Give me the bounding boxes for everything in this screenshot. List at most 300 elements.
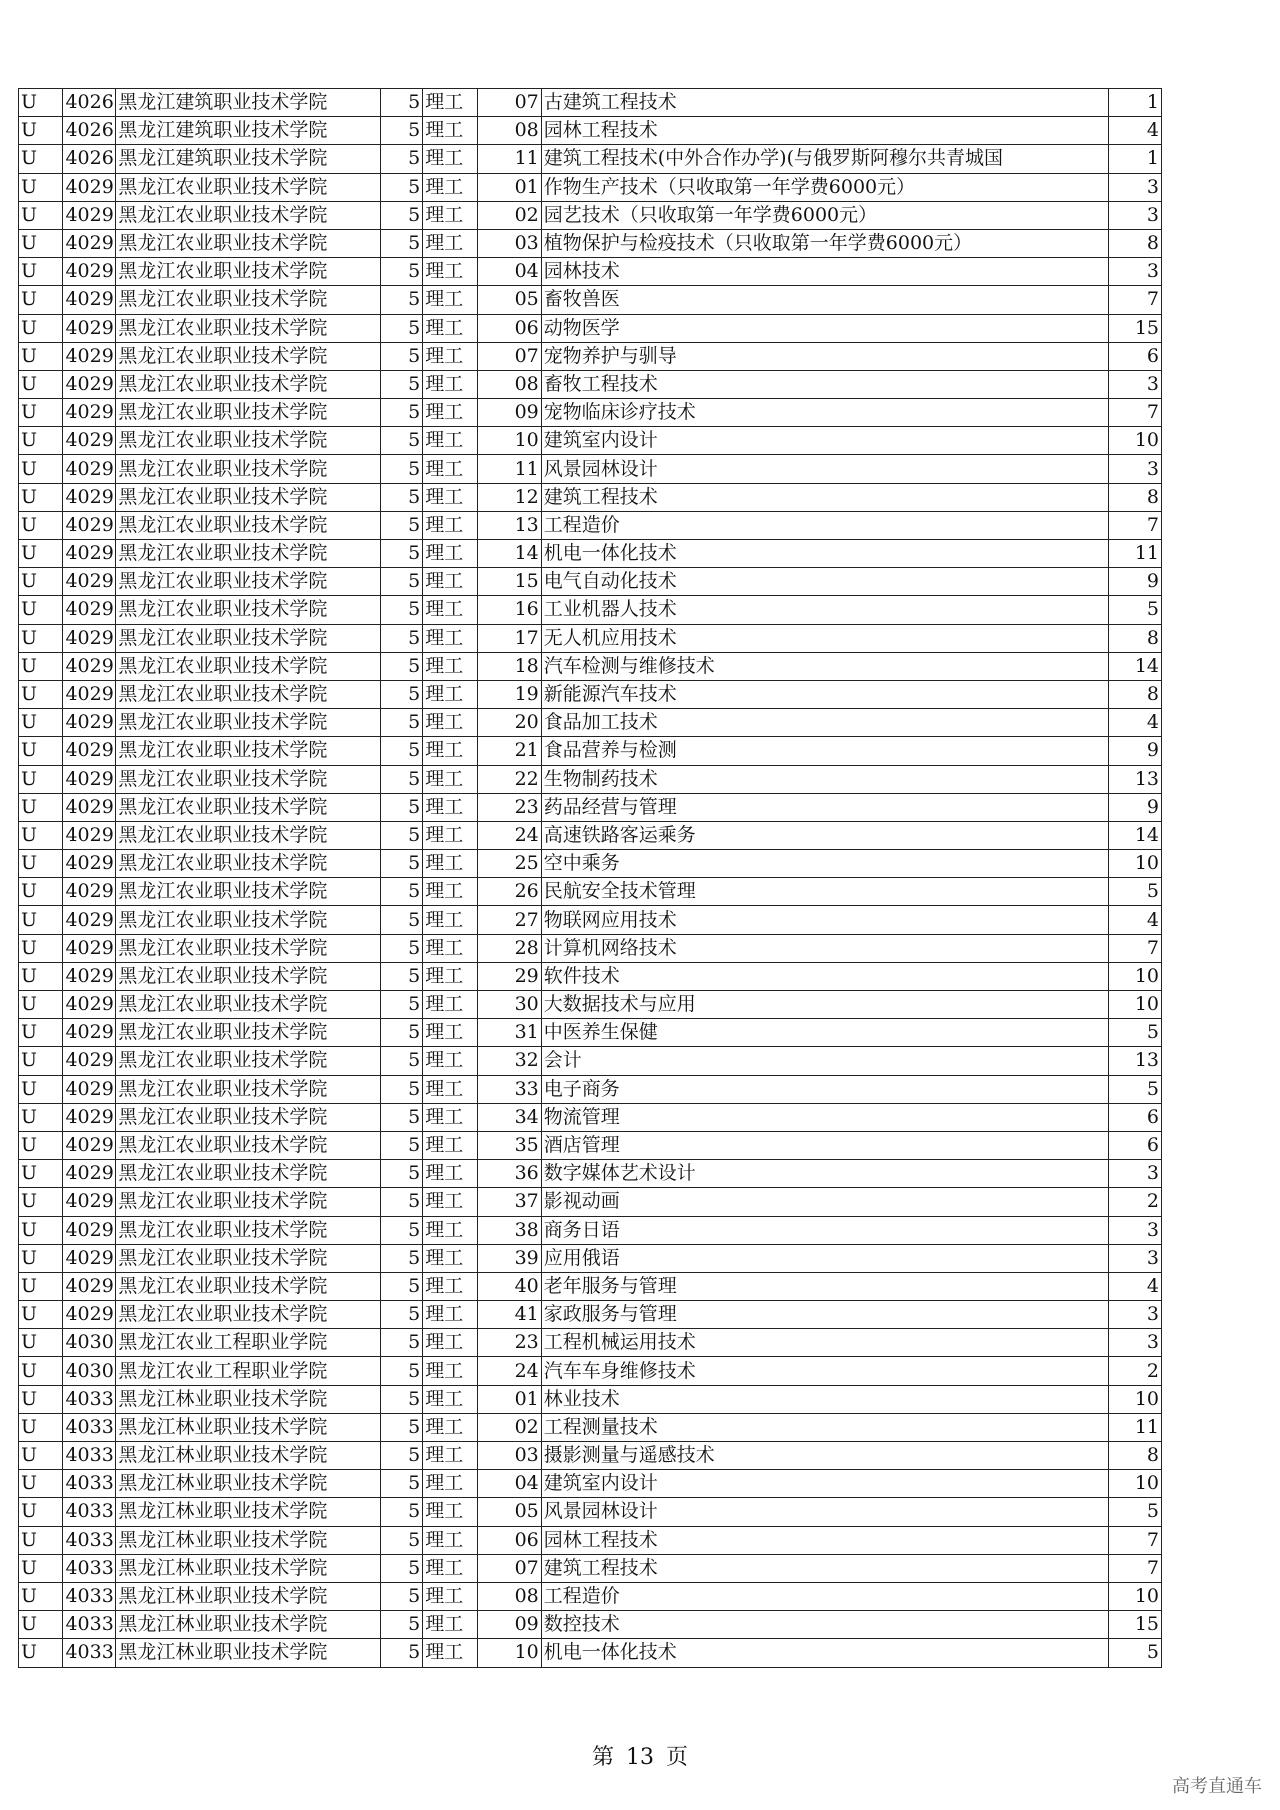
- batch-code-cell: U: [19, 1442, 63, 1470]
- school-code-cell: 4029: [63, 680, 116, 708]
- school-name-cell: 黑龙江农业职业技术学院: [116, 737, 381, 765]
- school-code-cell: 4029: [63, 286, 116, 314]
- school-name-cell: 黑龙江农业职业技术学院: [116, 540, 381, 568]
- category-cell: 理工: [423, 596, 478, 624]
- duration-cell: 5: [380, 399, 422, 427]
- major-code-cell: 17: [478, 624, 541, 652]
- plan-count-cell: 6: [1109, 1131, 1162, 1159]
- major-code-cell: 18: [478, 652, 541, 680]
- batch-code-cell: U: [19, 1216, 63, 1244]
- batch-code-cell: U: [19, 1103, 63, 1131]
- batch-code-cell: U: [19, 934, 63, 962]
- major-code-cell: 24: [478, 821, 541, 849]
- major-name-cell: 数控技术: [541, 1611, 1108, 1639]
- table-row: [19, 1019, 1162, 1047]
- duration-cell: 5: [380, 1047, 422, 1075]
- batch-code-cell: U: [19, 399, 63, 427]
- school-code-cell: 4029: [63, 201, 116, 229]
- school-name-cell: 黑龙江农业职业技术学院: [116, 934, 381, 962]
- school-code-cell: 4029: [63, 906, 116, 934]
- school-name-cell: 黑龙江林业职业技术学院: [116, 1498, 381, 1526]
- category-cell: 理工: [423, 145, 478, 173]
- school-name-cell: 黑龙江农业职业技术学院: [116, 906, 381, 934]
- category-cell: 理工: [423, 1216, 478, 1244]
- major-name-cell: 工程造价: [541, 511, 1108, 539]
- table-row: [19, 568, 1162, 596]
- category-cell: 理工: [423, 1188, 478, 1216]
- major-name-cell: 作物生产技术（只收取第一年学费6000元）: [541, 173, 1108, 201]
- table-row: [19, 1301, 1162, 1329]
- duration-cell: 5: [380, 1103, 422, 1131]
- plan-count-cell: 3: [1109, 455, 1162, 483]
- major-code-cell: 22: [478, 765, 541, 793]
- batch-code-cell: U: [19, 201, 63, 229]
- major-code-cell: 25: [478, 850, 541, 878]
- table-row: [19, 1272, 1162, 1300]
- duration-cell: 5: [380, 878, 422, 906]
- table-row: [19, 370, 1162, 398]
- plan-count-cell: 3: [1109, 1160, 1162, 1188]
- batch-code-cell: U: [19, 1160, 63, 1188]
- batch-code-cell: U: [19, 1470, 63, 1498]
- major-code-cell: 08: [478, 370, 541, 398]
- plan-count-cell: 3: [1109, 1216, 1162, 1244]
- batch-code-cell: U: [19, 1047, 63, 1075]
- school-code-cell: 4029: [63, 1301, 116, 1329]
- plan-count-cell: 8: [1109, 1442, 1162, 1470]
- major-code-cell: 01: [478, 173, 541, 201]
- table-row: [19, 1385, 1162, 1413]
- batch-code-cell: U: [19, 737, 63, 765]
- batch-code-cell: U: [19, 229, 63, 257]
- school-code-cell: 4029: [63, 737, 116, 765]
- major-code-cell: 07: [478, 89, 541, 117]
- plan-count-cell: 10: [1109, 1385, 1162, 1413]
- batch-code-cell: U: [19, 511, 63, 539]
- category-cell: 理工: [423, 680, 478, 708]
- plan-count-cell: 9: [1109, 793, 1162, 821]
- school-name-cell: 黑龙江农业职业技术学院: [116, 821, 381, 849]
- table-row: [19, 1554, 1162, 1582]
- batch-code-cell: U: [19, 878, 63, 906]
- table-row: [19, 427, 1162, 455]
- batch-code-cell: U: [19, 962, 63, 990]
- major-code-cell: 39: [478, 1244, 541, 1272]
- school-code-cell: 4029: [63, 709, 116, 737]
- major-code-cell: 23: [478, 1329, 541, 1357]
- major-code-cell: 24: [478, 1357, 541, 1385]
- table-row: [19, 314, 1162, 342]
- duration-cell: 5: [380, 1385, 422, 1413]
- category-cell: 理工: [423, 1131, 478, 1159]
- school-name-cell: 黑龙江农业职业技术学院: [116, 455, 381, 483]
- major-name-cell: 机电一体化技术: [541, 1639, 1108, 1667]
- school-code-cell: 4033: [63, 1639, 116, 1667]
- batch-code-cell: U: [19, 709, 63, 737]
- batch-code-cell: U: [19, 765, 63, 793]
- category-cell: 理工: [423, 89, 478, 117]
- school-code-cell: 4029: [63, 342, 116, 370]
- duration-cell: 5: [380, 1131, 422, 1159]
- duration-cell: 5: [380, 1244, 422, 1272]
- school-code-cell: 4026: [63, 117, 116, 145]
- school-name-cell: 黑龙江农业职业技术学院: [116, 991, 381, 1019]
- school-code-cell: 4029: [63, 540, 116, 568]
- school-name-cell: 黑龙江农业工程职业学院: [116, 1329, 381, 1357]
- table-row: [19, 737, 1162, 765]
- plan-count-cell: 4: [1109, 906, 1162, 934]
- category-cell: 理工: [423, 201, 478, 229]
- major-name-cell: 宠物临床诊疗技术: [541, 399, 1108, 427]
- duration-cell: 5: [380, 1019, 422, 1047]
- school-name-cell: 黑龙江农业职业技术学院: [116, 680, 381, 708]
- duration-cell: 5: [380, 117, 422, 145]
- major-name-cell: 食品营养与检测: [541, 737, 1108, 765]
- table-row: [19, 1498, 1162, 1526]
- table-row: [19, 652, 1162, 680]
- table-row: [19, 850, 1162, 878]
- batch-code-cell: U: [19, 145, 63, 173]
- school-name-cell: 黑龙江农业职业技术学院: [116, 314, 381, 342]
- plan-count-cell: 7: [1109, 286, 1162, 314]
- table-row: [19, 399, 1162, 427]
- batch-code-cell: U: [19, 427, 63, 455]
- school-code-cell: 4033: [63, 1470, 116, 1498]
- table-row: [19, 173, 1162, 201]
- plan-count-cell: 8: [1109, 680, 1162, 708]
- duration-cell: 5: [380, 1498, 422, 1526]
- major-code-cell: 05: [478, 286, 541, 314]
- major-code-cell: 10: [478, 1639, 541, 1667]
- school-code-cell: 4033: [63, 1413, 116, 1441]
- school-name-cell: 黑龙江农业职业技术学院: [116, 427, 381, 455]
- category-cell: 理工: [423, 314, 478, 342]
- major-code-cell: 21: [478, 737, 541, 765]
- school-code-cell: 4029: [63, 596, 116, 624]
- school-name-cell: 黑龙江农业职业技术学院: [116, 286, 381, 314]
- plan-count-cell: 7: [1109, 399, 1162, 427]
- major-code-cell: 09: [478, 1611, 541, 1639]
- school-code-cell: 4026: [63, 145, 116, 173]
- major-name-cell: 摄影测量与遥感技术: [541, 1442, 1108, 1470]
- school-name-cell: 黑龙江农业职业技术学院: [116, 793, 381, 821]
- major-code-cell: 01: [478, 1385, 541, 1413]
- school-code-cell: 4029: [63, 991, 116, 1019]
- category-cell: 理工: [423, 399, 478, 427]
- major-name-cell: 工程机械运用技术: [541, 1329, 1108, 1357]
- category-cell: 理工: [423, 624, 478, 652]
- major-name-cell: 大数据技术与应用: [541, 991, 1108, 1019]
- school-code-cell: 4026: [63, 89, 116, 117]
- batch-code-cell: U: [19, 1357, 63, 1385]
- table-row: [19, 89, 1162, 117]
- school-name-cell: 黑龙江农业职业技术学院: [116, 709, 381, 737]
- major-code-cell: 37: [478, 1188, 541, 1216]
- duration-cell: 5: [380, 89, 422, 117]
- school-code-cell: 4033: [63, 1582, 116, 1610]
- major-name-cell: 生物制药技术: [541, 765, 1108, 793]
- category-cell: 理工: [423, 1103, 478, 1131]
- table-row: [19, 934, 1162, 962]
- plan-count-cell: 11: [1109, 540, 1162, 568]
- plan-count-cell: 1: [1109, 145, 1162, 173]
- category-cell: 理工: [423, 455, 478, 483]
- table-row: [19, 229, 1162, 257]
- category-cell: 理工: [423, 1470, 478, 1498]
- batch-code-cell: U: [19, 821, 63, 849]
- major-code-cell: 02: [478, 201, 541, 229]
- duration-cell: 5: [380, 596, 422, 624]
- school-name-cell: 黑龙江林业职业技术学院: [116, 1611, 381, 1639]
- category-cell: 理工: [423, 1498, 478, 1526]
- table-row: [19, 793, 1162, 821]
- major-code-cell: 26: [478, 878, 541, 906]
- school-name-cell: 黑龙江农业职业技术学院: [116, 1272, 381, 1300]
- plan-count-cell: 8: [1109, 624, 1162, 652]
- batch-code-cell: U: [19, 793, 63, 821]
- school-code-cell: 4033: [63, 1611, 116, 1639]
- major-name-cell: 汽车车身维修技术: [541, 1357, 1108, 1385]
- duration-cell: 5: [380, 258, 422, 286]
- major-name-cell: 物联网应用技术: [541, 906, 1108, 934]
- plan-count-cell: 3: [1109, 173, 1162, 201]
- school-code-cell: 4029: [63, 370, 116, 398]
- duration-cell: 5: [380, 568, 422, 596]
- major-name-cell: 酒店管理: [541, 1131, 1108, 1159]
- school-code-cell: 4029: [63, 258, 116, 286]
- major-code-cell: 04: [478, 1470, 541, 1498]
- school-name-cell: 黑龙江农业职业技术学院: [116, 229, 381, 257]
- plan-count-cell: 14: [1109, 821, 1162, 849]
- category-cell: 理工: [423, 1582, 478, 1610]
- school-code-cell: 4029: [63, 483, 116, 511]
- school-name-cell: 黑龙江农业职业技术学院: [116, 878, 381, 906]
- duration-cell: 5: [380, 962, 422, 990]
- table-row: [19, 1103, 1162, 1131]
- school-name-cell: 黑龙江林业职业技术学院: [116, 1582, 381, 1610]
- major-name-cell: 工程测量技术: [541, 1413, 1108, 1441]
- school-code-cell: 4029: [63, 455, 116, 483]
- category-cell: 理工: [423, 1047, 478, 1075]
- plan-count-cell: 7: [1109, 934, 1162, 962]
- plan-count-cell: 4: [1109, 1272, 1162, 1300]
- batch-code-cell: U: [19, 1131, 63, 1159]
- major-name-cell: 工业机器人技术: [541, 596, 1108, 624]
- major-name-cell: 计算机网络技术: [541, 934, 1108, 962]
- major-name-cell: 软件技术: [541, 962, 1108, 990]
- duration-cell: 5: [380, 455, 422, 483]
- category-cell: 理工: [423, 793, 478, 821]
- duration-cell: 5: [380, 709, 422, 737]
- table-row: [19, 1047, 1162, 1075]
- school-code-cell: 4029: [63, 793, 116, 821]
- duration-cell: 5: [380, 1301, 422, 1329]
- plan-count-cell: 10: [1109, 427, 1162, 455]
- major-name-cell: 机电一体化技术: [541, 540, 1108, 568]
- major-name-cell: 物流管理: [541, 1103, 1108, 1131]
- school-code-cell: 4030: [63, 1329, 116, 1357]
- major-name-cell: 无人机应用技术: [541, 624, 1108, 652]
- school-name-cell: 黑龙江农业职业技术学院: [116, 1019, 381, 1047]
- school-code-cell: 4033: [63, 1442, 116, 1470]
- plan-count-cell: 2: [1109, 1188, 1162, 1216]
- school-name-cell: 黑龙江林业职业技术学院: [116, 1526, 381, 1554]
- school-code-cell: 4029: [63, 1188, 116, 1216]
- plan-count-cell: 5: [1109, 1019, 1162, 1047]
- major-code-cell: 05: [478, 1498, 541, 1526]
- duration-cell: 5: [380, 934, 422, 962]
- plan-count-cell: 5: [1109, 1498, 1162, 1526]
- duration-cell: 5: [380, 201, 422, 229]
- category-cell: 理工: [423, 1639, 478, 1667]
- major-name-cell: 电气自动化技术: [541, 568, 1108, 596]
- table-row: [19, 1611, 1162, 1639]
- batch-code-cell: U: [19, 1272, 63, 1300]
- major-code-cell: 20: [478, 709, 541, 737]
- table-row: [19, 342, 1162, 370]
- table-row: [19, 286, 1162, 314]
- school-name-cell: 黑龙江林业职业技术学院: [116, 1639, 381, 1667]
- batch-code-cell: U: [19, 342, 63, 370]
- school-code-cell: 4029: [63, 765, 116, 793]
- school-name-cell: 黑龙江农业职业技术学院: [116, 1160, 381, 1188]
- batch-code-cell: U: [19, 850, 63, 878]
- school-name-cell: 黑龙江农业职业技术学院: [116, 1188, 381, 1216]
- duration-cell: 5: [380, 1075, 422, 1103]
- batch-code-cell: U: [19, 1526, 63, 1554]
- table-row: [19, 1526, 1162, 1554]
- plan-count-cell: 14: [1109, 652, 1162, 680]
- school-code-cell: 4029: [63, 427, 116, 455]
- school-code-cell: 4029: [63, 878, 116, 906]
- batch-code-cell: U: [19, 1582, 63, 1610]
- school-name-cell: 黑龙江农业职业技术学院: [116, 370, 381, 398]
- major-name-cell: 空中乘务: [541, 850, 1108, 878]
- table-row: [19, 201, 1162, 229]
- plan-count-cell: 15: [1109, 1611, 1162, 1639]
- school-name-cell: 黑龙江农业职业技术学院: [116, 1075, 381, 1103]
- school-code-cell: 4029: [63, 1103, 116, 1131]
- school-code-cell: 4029: [63, 1272, 116, 1300]
- school-code-cell: 4029: [63, 511, 116, 539]
- table-row: [19, 540, 1162, 568]
- school-name-cell: 黑龙江林业职业技术学院: [116, 1413, 381, 1441]
- major-code-cell: 38: [478, 1216, 541, 1244]
- duration-cell: 5: [380, 906, 422, 934]
- major-code-cell: 32: [478, 1047, 541, 1075]
- table-row: [19, 1216, 1162, 1244]
- batch-code-cell: U: [19, 1498, 63, 1526]
- school-name-cell: 黑龙江农业职业技术学院: [116, 765, 381, 793]
- school-name-cell: 黑龙江农业职业技术学院: [116, 596, 381, 624]
- category-cell: 理工: [423, 1075, 478, 1103]
- school-name-cell: 黑龙江农业职业技术学院: [116, 511, 381, 539]
- table-row: [19, 765, 1162, 793]
- batch-code-cell: U: [19, 1611, 63, 1639]
- table-row: [19, 962, 1162, 990]
- table-row: [19, 1131, 1162, 1159]
- duration-cell: 5: [380, 793, 422, 821]
- batch-code-cell: U: [19, 1188, 63, 1216]
- major-name-cell: 数字媒体艺术设计: [541, 1160, 1108, 1188]
- batch-code-cell: U: [19, 1244, 63, 1272]
- major-code-cell: 15: [478, 568, 541, 596]
- table-row: [19, 624, 1162, 652]
- table-row: [19, 117, 1162, 145]
- category-cell: 理工: [423, 258, 478, 286]
- category-cell: 理工: [423, 1611, 478, 1639]
- major-name-cell: 新能源汽车技术: [541, 680, 1108, 708]
- school-name-cell: 黑龙江建筑职业技术学院: [116, 89, 381, 117]
- category-cell: 理工: [423, 342, 478, 370]
- duration-cell: 5: [380, 1413, 422, 1441]
- duration-cell: 5: [380, 1188, 422, 1216]
- category-cell: 理工: [423, 765, 478, 793]
- major-code-cell: 03: [478, 1442, 541, 1470]
- table-row: [19, 1160, 1162, 1188]
- school-name-cell: 黑龙江建筑职业技术学院: [116, 117, 381, 145]
- school-code-cell: 4029: [63, 399, 116, 427]
- batch-code-cell: U: [19, 117, 63, 145]
- major-name-cell: 林业技术: [541, 1385, 1108, 1413]
- category-cell: 理工: [423, 709, 478, 737]
- major-code-cell: 12: [478, 483, 541, 511]
- plan-count-cell: 2: [1109, 1357, 1162, 1385]
- duration-cell: 5: [380, 314, 422, 342]
- major-code-cell: 30: [478, 991, 541, 1019]
- category-cell: 理工: [423, 934, 478, 962]
- duration-cell: 5: [380, 286, 422, 314]
- school-code-cell: 4029: [63, 652, 116, 680]
- major-code-cell: 40: [478, 1272, 541, 1300]
- major-code-cell: 19: [478, 680, 541, 708]
- school-name-cell: 黑龙江建筑职业技术学院: [116, 145, 381, 173]
- duration-cell: 5: [380, 1442, 422, 1470]
- duration-cell: 5: [380, 540, 422, 568]
- major-name-cell: 古建筑工程技术: [541, 89, 1108, 117]
- school-name-cell: 黑龙江林业职业技术学院: [116, 1470, 381, 1498]
- plan-count-cell: 3: [1109, 258, 1162, 286]
- category-cell: 理工: [423, 1160, 478, 1188]
- major-code-cell: 03: [478, 229, 541, 257]
- major-name-cell: 食品加工技术: [541, 709, 1108, 737]
- table-row: [19, 821, 1162, 849]
- school-name-cell: 黑龙江林业职业技术学院: [116, 1442, 381, 1470]
- major-name-cell: 风景园林设计: [541, 1498, 1108, 1526]
- plan-count-cell: 7: [1109, 1526, 1162, 1554]
- batch-code-cell: U: [19, 1301, 63, 1329]
- batch-code-cell: U: [19, 1329, 63, 1357]
- table-row: [19, 511, 1162, 539]
- duration-cell: 5: [380, 821, 422, 849]
- table-row: [19, 878, 1162, 906]
- school-name-cell: 黑龙江农业职业技术学院: [116, 342, 381, 370]
- school-code-cell: 4029: [63, 624, 116, 652]
- major-name-cell: 应用俄语: [541, 1244, 1108, 1272]
- school-name-cell: 黑龙江林业职业技术学院: [116, 1385, 381, 1413]
- batch-code-cell: U: [19, 540, 63, 568]
- table-row: [19, 991, 1162, 1019]
- category-cell: 理工: [423, 229, 478, 257]
- plan-count-cell: 3: [1109, 1329, 1162, 1357]
- school-code-cell: 4029: [63, 850, 116, 878]
- school-code-cell: 4029: [63, 1019, 116, 1047]
- major-name-cell: 动物医学: [541, 314, 1108, 342]
- major-name-cell: 商务日语: [541, 1216, 1108, 1244]
- enrollment-table: [18, 88, 1162, 1668]
- table-row: [19, 1442, 1162, 1470]
- page-prefix: 第: [591, 1745, 614, 1770]
